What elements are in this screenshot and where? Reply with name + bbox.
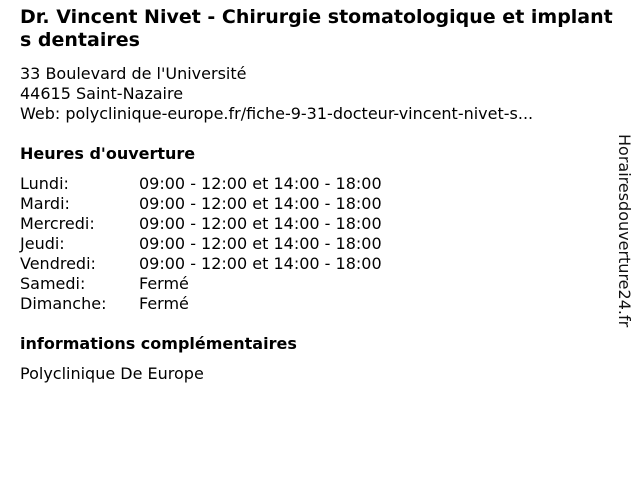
hours-row-monday (20, 174, 382, 194)
additional-info-text: Polyclinique De Europe (20, 364, 204, 383)
hours-row-wednesday (20, 214, 382, 234)
hours-row-thursday (20, 234, 382, 254)
additional-info-heading: informations complémentaires (20, 334, 297, 353)
page-title: Dr. Vincent Nivet - Chirurgie stomatologique et implants dentaires (20, 6, 613, 51)
website-link[interactable]: Web: polyclinique-europe.fr/fiche-9-31-docteur-vincent-nivet-s... (20, 104, 534, 123)
day-label: Mercredi: (20, 214, 95, 233)
hours-row-friday (20, 254, 382, 274)
hours-row-tuesday (20, 194, 382, 214)
address-block (20, 64, 533, 124)
time-value: 09:00 - 12:00 et 14:00 - 18:00 (139, 214, 382, 233)
hours-row-saturday (20, 274, 382, 294)
day-label: Lundi: (20, 174, 69, 193)
site-brand-watermark: Horairesdouverture24.fr (615, 134, 634, 328)
day-label: Vendredi: (20, 254, 96, 273)
hours-row-sunday (20, 294, 382, 314)
address-city: 44615 Saint-Nazaire (20, 84, 184, 103)
time-value: 09:00 - 12:00 et 14:00 - 18:00 (139, 254, 382, 273)
time-value: 09:00 - 12:00 et 14:00 - 18:00 (139, 234, 382, 253)
opening-hours-table (20, 174, 382, 314)
time-value: 09:00 - 12:00 et 14:00 - 18:00 (139, 174, 382, 193)
address-street: 33 Boulevard de l'Université (20, 64, 247, 83)
opening-hours-heading: Heures d'ouverture (20, 144, 196, 163)
time-value: Fermé (139, 294, 189, 313)
day-label: Dimanche: (20, 294, 107, 313)
day-label: Samedi: (20, 274, 86, 293)
time-value: 09:00 - 12:00 et 14:00 - 18:00 (139, 194, 382, 213)
day-label: Jeudi: (20, 234, 65, 253)
day-label: Mardi: (20, 194, 70, 213)
time-value: Fermé (139, 274, 189, 293)
